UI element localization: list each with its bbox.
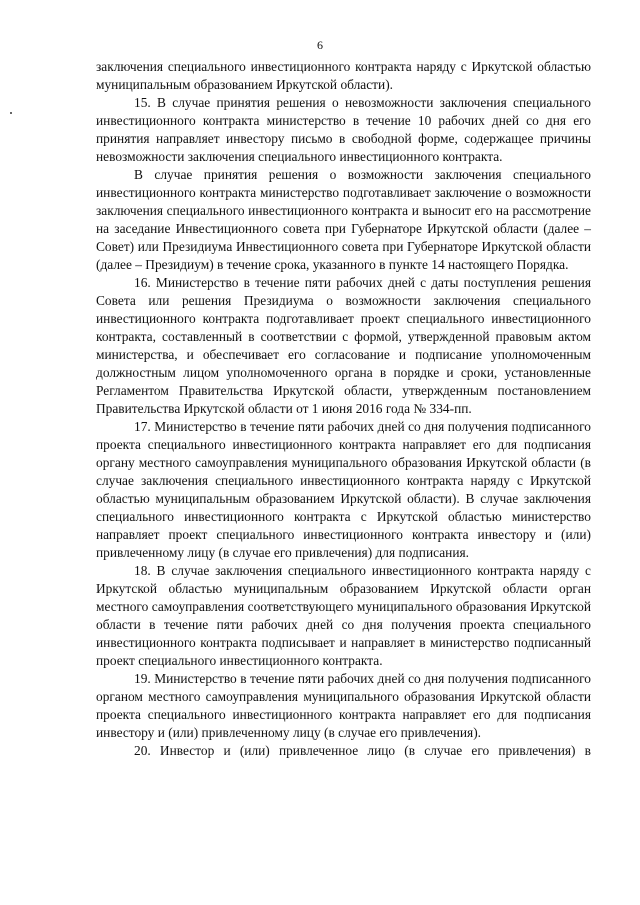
- paragraph-15-continued: В случае принятия решения о возможности заключения специального инвестиционного контракта министерство подготавливает заключение о возможности заключения специального инвестиционного контракта и выносит его на рассмотрение на заседание Инвестиционного совета при Губернаторе Иркутской области (далее – Совет) или Президиума Инвестиционного совета при Губернаторе Иркутской области (далее – Президиум) в течение срока, указанного в пункте 14 настоящего Порядка.: [96, 167, 591, 272]
- paragraph-17: 17. Министерство в течение пяти рабочих дней со дня получения подписанного проекта специального инвестиционного контракта направляет его для подписания органу местного самоуправления муниципального образования Иркутской области (в случае заключения специального инвестиционного контракта наряду с Иркутской областью муниципальным образованием Иркутской области). В случае заключения специального инвестиционного контракта с Иркутской областью министерство направляет проект специального инвестиционного контракта инвестору и (или) привлеченному лицу (в случае его привлечения) для подписания.: [96, 419, 591, 560]
- page-number: 6: [317, 38, 323, 52]
- scan-artifact-mark: [10, 112, 12, 114]
- paragraph-20: 20. Инвестор и (или) привлеченное лицо (в случае его привлечения) в: [134, 743, 591, 758]
- document-body: [96, 58, 591, 760]
- paragraph-16: 16. Министерство в течение пяти рабочих дней с даты поступления решения Совета или решения Президиума о возможности заключения специального инвестиционного контракта подготавливает проект специального инвестиционного контракта, составленный в соответствии с формой, утвержденной правовым актом министерства, и обеспечивает его согласование и подписание уполномоченным должностным лицом уполномоченного органа в порядке и сроки, установленные Регламентом Правительства Иркутской области, утвержденным постановлением Правительства Иркутской области от 1 июня 2016 года № 334-пп.: [96, 275, 591, 416]
- paragraph-continuation: заключения специального инвестиционного контракта наряду с Иркутской областью муниципальным образованием Иркутской области).: [96, 59, 591, 92]
- paragraph-15: 15. В случае принятия решения о невозможности заключения специального инвестиционного контракта министерство в течение 10 рабочих дней со дня его принятия направляет инвестору письмо в свободной форме, содержащее причины невозможности заключения специального инвестиционного контракта.: [96, 95, 591, 164]
- paragraph-19: 19. Министерство в течение пяти рабочих дней со дня получения подписанного органом местного самоуправления муниципального образования Иркутской области проекта специального инвестиционного контракта направляет его для подписания инвестору и (или) привлеченному лицу (в случае его привлечения).: [96, 671, 591, 740]
- paragraph-18: 18. В случае заключения специального инвестиционного контракта наряду с Иркутской областью муниципальным образованием Иркутской области орган местного самоуправления соответствующего муниципального образования Иркутской области в течение пяти рабочих дней со дня получения проекта специального инвестиционного контракта подписывает и направляет в министерство подписанный проект специального инвестиционного контракта.: [96, 563, 591, 668]
